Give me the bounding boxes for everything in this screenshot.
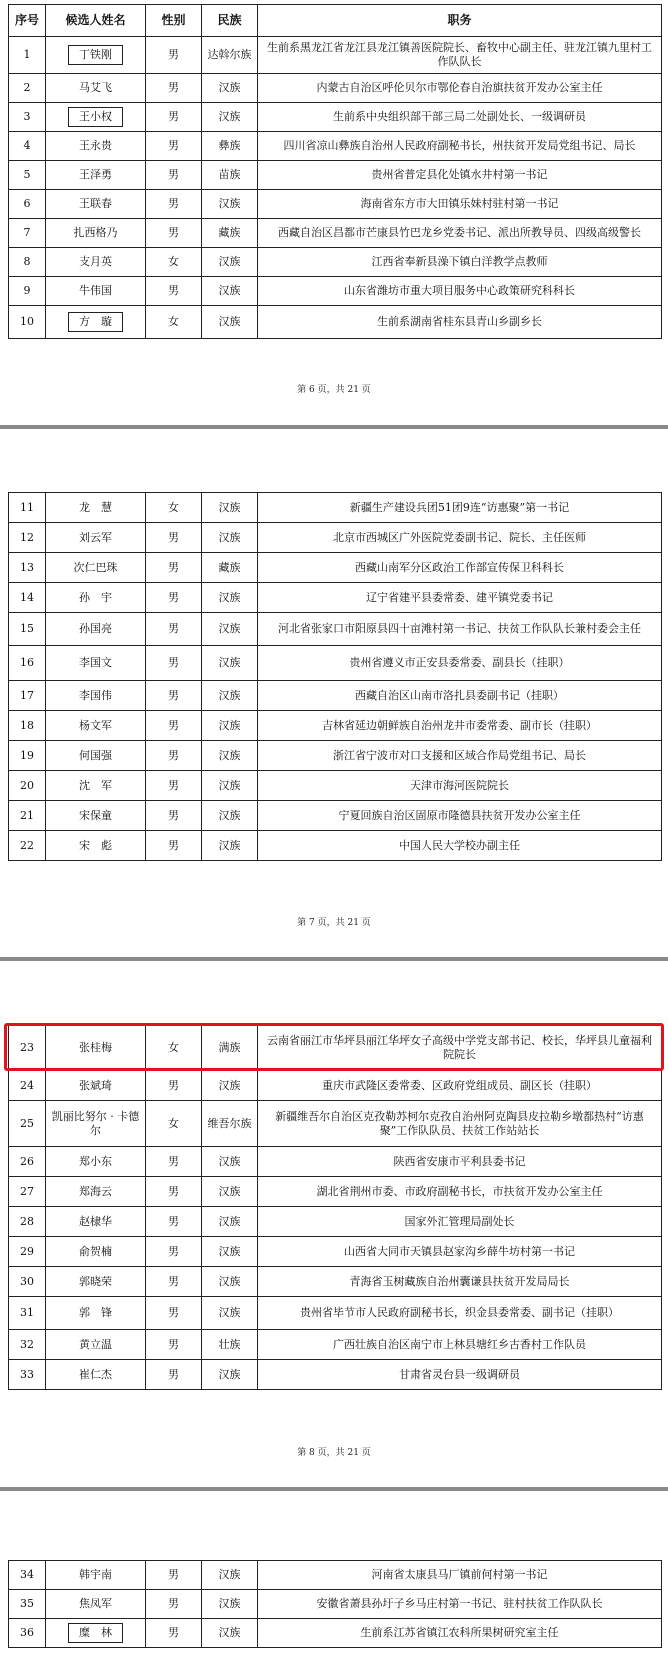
- cell-duty: 浙江省宁波市对口支援和区域合作局党组书记、局长: [258, 741, 662, 771]
- cell-name: 俞贺楠: [46, 1237, 146, 1267]
- cell-duty: 西藏山南军分区政治工作部宣传保卫科科长: [258, 553, 662, 583]
- cell-no: 10: [9, 306, 46, 339]
- table-row: [9, 613, 662, 646]
- cell-gender: 男: [146, 1147, 202, 1177]
- cell-gender: 男: [146, 1267, 202, 1297]
- cell-no: 21: [9, 801, 46, 831]
- cell-no: 22: [9, 831, 46, 861]
- cell-gender: 男: [146, 190, 202, 219]
- cell-ethnic: 汉族: [202, 613, 258, 646]
- cell-gender: 男: [146, 132, 202, 161]
- cell-duty: 青海省玉树藏族自治州囊谦县扶贫开发局局长: [258, 1267, 662, 1297]
- cell-gender: 男: [146, 1360, 202, 1390]
- cell-ethnic: 汉族: [202, 1177, 258, 1207]
- cell-no: 28: [9, 1207, 46, 1237]
- cell-gender: 男: [146, 74, 202, 103]
- cell-ethnic: 汉族: [202, 248, 258, 277]
- table-row: [9, 1330, 662, 1360]
- cell-no: 29: [9, 1237, 46, 1267]
- cell-no: 3: [9, 103, 46, 132]
- cell-duty: 生前系湖南省桂东县青山乡副乡长: [258, 306, 662, 339]
- cell-gender: 男: [146, 523, 202, 553]
- table-row: [9, 831, 662, 861]
- cell-gender: 女: [146, 306, 202, 339]
- cell-gender: 男: [146, 219, 202, 248]
- cell-ethnic: 汉族: [202, 1360, 258, 1390]
- cell-name: 王联春: [46, 190, 146, 219]
- cell-gender: 男: [146, 1330, 202, 1360]
- cell-name: 张桂梅: [46, 1025, 146, 1071]
- cell-duty: 云南省丽江市华坪县丽江华坪女子高级中学党支部书记、校长，华坪县儿童福利院院长: [258, 1025, 662, 1071]
- cell-no: 34: [9, 1561, 46, 1590]
- header-name: 候选人姓名: [46, 5, 146, 37]
- cell-duty: 重庆市武隆区委常委、区政府党组成员、副区长（挂职）: [258, 1071, 662, 1101]
- cell-gender: 女: [146, 1101, 202, 1147]
- cell-name: [46, 306, 146, 339]
- page-9: [0, 1491, 668, 1657]
- table-row: [9, 1297, 662, 1330]
- boxed-name: 丁铁刚: [68, 45, 123, 65]
- cell-duty: 河南省太康县马厂镇前何村第一书记: [258, 1561, 662, 1590]
- cell-ethnic: 汉族: [202, 741, 258, 771]
- table-row: [9, 1237, 662, 1267]
- cell-name: 凯丽比努尔 · 卡德尔: [46, 1101, 146, 1147]
- table-row: [9, 103, 662, 132]
- cell-ethnic: 彝族: [202, 132, 258, 161]
- cell-name: 次仁巴珠: [46, 553, 146, 583]
- cell-gender: 男: [146, 1590, 202, 1619]
- page-footer: 第 6 页，共 21 页: [297, 385, 371, 395]
- cell-no: 30: [9, 1267, 46, 1297]
- cell-duty: 湖北省荆州市委、市政府副秘书长，市扶贫开发办公室主任: [258, 1177, 662, 1207]
- cell-name: [46, 103, 146, 132]
- cell-ethnic: 汉族: [202, 1619, 258, 1648]
- cell-no: 4: [9, 132, 46, 161]
- cell-ethnic: 汉族: [202, 771, 258, 801]
- cell-no: 32: [9, 1330, 46, 1360]
- cell-gender: 男: [146, 613, 202, 646]
- cell-ethnic: 汉族: [202, 277, 258, 306]
- table-row: [9, 1071, 662, 1101]
- cell-name: 马艾飞: [46, 74, 146, 103]
- cell-no: 2: [9, 74, 46, 103]
- cell-name: 李国伟: [46, 681, 146, 711]
- cell-name: 宋 彪: [46, 831, 146, 861]
- cell-gender: 男: [146, 741, 202, 771]
- cell-gender: 男: [146, 1177, 202, 1207]
- table-row: [9, 1177, 662, 1207]
- cell-ethnic: 苗族: [202, 161, 258, 190]
- cell-no: 35: [9, 1590, 46, 1619]
- cell-no: 23: [9, 1025, 46, 1071]
- cell-ethnic: 藏族: [202, 553, 258, 583]
- cell-name: 李国文: [46, 646, 146, 681]
- cell-duty: 陕西省安康市平利县委书记: [258, 1147, 662, 1177]
- cell-name: 支月英: [46, 248, 146, 277]
- table-row: [9, 248, 662, 277]
- cell-name: 孙国亮: [46, 613, 146, 646]
- cell-ethnic: 汉族: [202, 711, 258, 741]
- cell-no: 7: [9, 219, 46, 248]
- cell-gender: 男: [146, 583, 202, 613]
- table-row: [9, 37, 662, 74]
- cell-name: 郭晓荣: [46, 1267, 146, 1297]
- cell-duty: 山西省大同市天镇县赵家沟乡薛牛坊村第一书记: [258, 1237, 662, 1267]
- cell-no: 18: [9, 711, 46, 741]
- table-row: [9, 190, 662, 219]
- cell-name: 何国强: [46, 741, 146, 771]
- cell-duty: 山东省潍坊市重大项目服务中心政策研究科科长: [258, 277, 662, 306]
- cell-gender: 男: [146, 161, 202, 190]
- header-duty: 职务: [258, 5, 662, 37]
- cell-ethnic: 汉族: [202, 493, 258, 523]
- cell-no: 26: [9, 1147, 46, 1177]
- cell-duty: 天津市海河医院院长: [258, 771, 662, 801]
- cell-gender: 男: [146, 1237, 202, 1267]
- cell-no: 19: [9, 741, 46, 771]
- table-row: [9, 583, 662, 613]
- cell-name: 孙 宇: [46, 583, 146, 613]
- page-8: [0, 961, 668, 1487]
- cell-gender: 男: [146, 1561, 202, 1590]
- cell-duty: 内蒙古自治区呼伦贝尔市鄂伦春自治旗扶贫开发办公室主任: [258, 74, 662, 103]
- page-footer: 第 7 页，共 21 页: [297, 918, 371, 928]
- cell-gender: 男: [146, 681, 202, 711]
- cell-duty: 辽宁省建平县委常委、建平镇党委书记: [258, 583, 662, 613]
- cell-name: 郑小东: [46, 1147, 146, 1177]
- header-gender: 性别: [146, 5, 202, 37]
- cell-name: 沈 军: [46, 771, 146, 801]
- cell-ethnic: 汉族: [202, 1207, 258, 1237]
- cell-gender: 男: [146, 1207, 202, 1237]
- cell-no: 25: [9, 1101, 46, 1147]
- page-footer: 第 8 页，共 21 页: [297, 1448, 371, 1458]
- table-row: [9, 1561, 662, 1590]
- boxed-name: 糜 林: [68, 1623, 123, 1643]
- cell-name: 焦凤军: [46, 1590, 146, 1619]
- cell-duty: 海南省东方市大田镇乐妹村驻村第一书记: [258, 190, 662, 219]
- cell-no: 12: [9, 523, 46, 553]
- table-row: [9, 681, 662, 711]
- cell-ethnic: 藏族: [202, 219, 258, 248]
- cell-ethnic: 达斡尔族: [202, 37, 258, 74]
- cell-ethnic: 汉族: [202, 74, 258, 103]
- cell-gender: 男: [146, 37, 202, 74]
- cell-no: 9: [9, 277, 46, 306]
- table-row: [9, 523, 662, 553]
- cell-name: 黄立温: [46, 1330, 146, 1360]
- table-row: [9, 553, 662, 583]
- table-row: [9, 1267, 662, 1297]
- candidate-table-page-9: [8, 1560, 662, 1648]
- cell-duty: 生前系黑龙江省龙江县龙江镇善医院院长、畜牧中心副主任、驻龙江镇九里村工作队队长: [258, 37, 662, 74]
- cell-duty: 西藏自治区昌都市芒康县竹巴龙乡党委书记、派出所教导员、四级高级警长: [258, 219, 662, 248]
- candidate-table-page-7: [8, 492, 662, 861]
- cell-no: 27: [9, 1177, 46, 1207]
- cell-ethnic: 汉族: [202, 190, 258, 219]
- cell-ethnic: 汉族: [202, 583, 258, 613]
- cell-duty: 新疆生产建设兵团51团9连“访惠聚”第一书记: [258, 493, 662, 523]
- cell-gender: 女: [146, 248, 202, 277]
- cell-name: 宋保童: [46, 801, 146, 831]
- cell-no: 31: [9, 1297, 46, 1330]
- cell-no: 1: [9, 37, 46, 74]
- cell-ethnic: 汉族: [202, 801, 258, 831]
- cell-ethnic: 汉族: [202, 646, 258, 681]
- cell-gender: 男: [146, 1297, 202, 1330]
- cell-gender: 男: [146, 277, 202, 306]
- cell-no: 14: [9, 583, 46, 613]
- cell-name: 郑海云: [46, 1177, 146, 1207]
- cell-duty: 生前系江苏省镇江农科所果树研究室主任: [258, 1619, 662, 1648]
- cell-gender: 男: [146, 771, 202, 801]
- table-row: [9, 74, 662, 103]
- cell-ethnic: 汉族: [202, 1267, 258, 1297]
- table-row: [9, 1619, 662, 1648]
- cell-duty: 贵州省毕节市人民政府副秘书长，织金县委常委、副书记（挂职）: [258, 1297, 662, 1330]
- cell-no: 15: [9, 613, 46, 646]
- table-row: [9, 1360, 662, 1390]
- cell-gender: 男: [146, 711, 202, 741]
- cell-no: 36: [9, 1619, 46, 1648]
- candidate-table-page-8: [8, 1024, 662, 1390]
- cell-duty: 西藏自治区山南市洛扎县委副书记（挂职）: [258, 681, 662, 711]
- cell-no: 20: [9, 771, 46, 801]
- cell-ethnic: 汉族: [202, 523, 258, 553]
- cell-no: 13: [9, 553, 46, 583]
- cell-gender: 男: [146, 553, 202, 583]
- cell-ethnic: 汉族: [202, 1561, 258, 1590]
- header-ethnic: 民族: [202, 5, 258, 37]
- cell-no: 6: [9, 190, 46, 219]
- cell-gender: 男: [146, 1619, 202, 1648]
- cell-ethnic: 汉族: [202, 1071, 258, 1101]
- cell-duty: 广西壮族自治区南宁市上林县塘红乡古香村工作队员: [258, 1330, 662, 1360]
- table-row: [9, 1207, 662, 1237]
- cell-name: 张斌琦: [46, 1071, 146, 1101]
- table-row: [9, 277, 662, 306]
- candidate-table-page-6: [8, 4, 662, 339]
- cell-ethnic: 壮族: [202, 1330, 258, 1360]
- cell-ethnic: 满族: [202, 1025, 258, 1071]
- cell-duty: 贵州省遵义市正安县委常委、副县长（挂职）: [258, 646, 662, 681]
- cell-no: 8: [9, 248, 46, 277]
- cell-gender: 女: [146, 1025, 202, 1071]
- cell-no: 33: [9, 1360, 46, 1390]
- cell-duty: 河北省张家口市阳原县四十亩滩村第一书记、扶贫工作队队长兼村委会主任: [258, 613, 662, 646]
- table-row: [9, 306, 662, 339]
- cell-ethnic: 汉族: [202, 306, 258, 339]
- cell-name: 龙 慧: [46, 493, 146, 523]
- cell-name: 赵棣华: [46, 1207, 146, 1237]
- boxed-name: 王小权: [68, 107, 123, 127]
- cell-name: 王泽勇: [46, 161, 146, 190]
- table-row: [9, 646, 662, 681]
- table-row: [9, 1025, 662, 1071]
- cell-duty: 安徽省萧县孙圩子乡马庄村第一书记、驻村扶贫工作队队长: [258, 1590, 662, 1619]
- cell-gender: 男: [146, 801, 202, 831]
- cell-duty: 生前系中央组织部干部三局二处副处长、一级调研员: [258, 103, 662, 132]
- cell-ethnic: 维吾尔族: [202, 1101, 258, 1147]
- cell-name: [46, 37, 146, 74]
- cell-name: 王永贵: [46, 132, 146, 161]
- cell-duty: 国家外汇管理局副处长: [258, 1207, 662, 1237]
- cell-name: 杨文军: [46, 711, 146, 741]
- cell-duty: 贵州省普定县化处镇水井村第一书记: [258, 161, 662, 190]
- cell-ethnic: 汉族: [202, 103, 258, 132]
- cell-gender: 女: [146, 493, 202, 523]
- cell-gender: 男: [146, 831, 202, 861]
- cell-duty: 吉林省延边朝鲜族自治州龙井市委常委、副市长（挂职）: [258, 711, 662, 741]
- page-7: [0, 429, 668, 957]
- cell-ethnic: 汉族: [202, 681, 258, 711]
- cell-name: [46, 1619, 146, 1648]
- cell-name: 牛伟国: [46, 277, 146, 306]
- header-no: 序号: [9, 5, 46, 37]
- cell-name: 韩宇南: [46, 1561, 146, 1590]
- table-row: [9, 493, 662, 523]
- cell-name: 崔仁杰: [46, 1360, 146, 1390]
- boxed-name: 方 璇: [68, 312, 123, 332]
- cell-duty: 四川省凉山彝族自治州人民政府副秘书长，州扶贫开发局党组书记、局长: [258, 132, 662, 161]
- cell-name: 郭 锋: [46, 1297, 146, 1330]
- cell-duty: 北京市西城区广外医院党委副书记、院长、主任医师: [258, 523, 662, 553]
- table-row: [9, 1101, 662, 1147]
- table-row: [9, 1147, 662, 1177]
- cell-ethnic: 汉族: [202, 831, 258, 861]
- cell-duty: 甘肃省灵台县一级调研员: [258, 1360, 662, 1390]
- table-row: [9, 132, 662, 161]
- cell-gender: 男: [146, 646, 202, 681]
- cell-ethnic: 汉族: [202, 1237, 258, 1267]
- cell-duty: 中国人民大学校办副主任: [258, 831, 662, 861]
- cell-duty: 新疆维吾尔自治区克孜勒苏柯尔克孜自治州阿克陶县皮拉勒乡墩都热村“访惠聚”工作队队员、扶贫工作站站长: [258, 1101, 662, 1147]
- table-row: [9, 1590, 662, 1619]
- cell-no: 5: [9, 161, 46, 190]
- table-header-row: [9, 5, 662, 37]
- cell-ethnic: 汉族: [202, 1590, 258, 1619]
- cell-gender: 男: [146, 1071, 202, 1101]
- cell-no: 24: [9, 1071, 46, 1101]
- table-row: [9, 711, 662, 741]
- table-row: [9, 741, 662, 771]
- cell-duty: 宁夏回族自治区固原市隆德县扶贫开发办公室主任: [258, 801, 662, 831]
- cell-name: 刘云军: [46, 523, 146, 553]
- page-6: [0, 0, 668, 425]
- cell-no: 17: [9, 681, 46, 711]
- cell-no: 11: [9, 493, 46, 523]
- cell-ethnic: 汉族: [202, 1297, 258, 1330]
- table-row: [9, 219, 662, 248]
- table-row: [9, 801, 662, 831]
- cell-gender: 男: [146, 103, 202, 132]
- cell-ethnic: 汉族: [202, 1147, 258, 1177]
- cell-duty: 江西省奉新县澡下镇白洋教学点教师: [258, 248, 662, 277]
- table-row: [9, 771, 662, 801]
- cell-name: 扎西格乃: [46, 219, 146, 248]
- table-row: [9, 161, 662, 190]
- cell-no: 16: [9, 646, 46, 681]
